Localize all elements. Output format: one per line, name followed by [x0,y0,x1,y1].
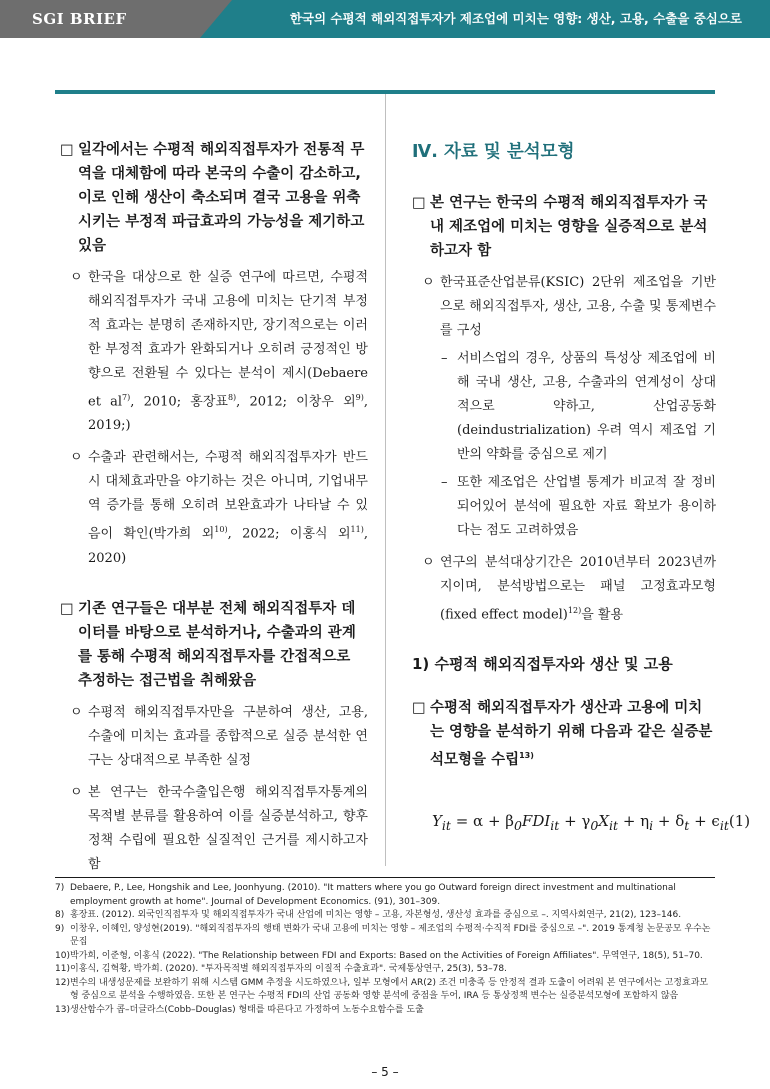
left-column [60,138,368,877]
section-title: Ⅳ. 자료 및 분석모형 [412,142,575,162]
brand-logo: SGI BRIEF [32,10,127,28]
right-block1-heading: □ 본 연구는 한국의 수평적 해외직접투자가 국내 제조업에 미치는 영향을 실증적으로 분석하고자 함 [412,195,708,259]
right-column [412,138,716,772]
left-block1-heading: □ 일각에서는 수평적 해외직접투자가 전통적 무역을 대체함에 따라 본국의 수출이 감소하고, 이로 인해 생산이 축소되며 결국 고용을 위축시키는 부정적 파급효과의 가능성을 제기하고 있음 [60,142,365,254]
left-block2-heading: □ 기존 연구들은 대부분 전체 해외직접투자 데이터를 바탕으로 분석하거나, 수출과의 관계를 통해 수평적 해외직접투자를 간접적으로 추정하는 접근법을 취해왔음 [60,600,356,689]
left-block1-item2: ㅇ 수출과 관련해서는, 수평적 해외직접투자가 반드시 대체효과만을 야기하는 것은 아니며, 기업내무역 증가를 통해 오히려 보완효과가 나타날 수 있음이 확인(박가희 외$^{10)}$, 2022; 이홍식 외$^{11)}$, 2020) [70,450,368,566]
left-block1-item1: ㅇ 한국을 대상으로 한 실증 연구에 따르면, 수평적 해외직접투자가 국내 고용에 미치는 단기적 부정적 효과는 분명히 존재하지만, 장기적으로는 이러한 부정적 효과가 완화되거나 오히려 긍정적인 방향으로 전환될 수 있다는 분석이 제시(Debaere et $al^{7)}$, 2010; 홍장표$^{8)}$, 2012; 이창우 외$^{9)}$, 2019;) [70,270,368,434]
column-divider [385,94,386,866]
right-block1-item1: ㅇ 한국표준산업분류(KSIC) 2단위 제조업을 기반으로 해외직접투자, 생산, 고용, 수출 및 통제변수를 구성 [422,275,716,338]
footnote-13: 13) 생산함수가 콥–더글라스(Cobb–Douglas) 형태를 따른다고 가정하여 노동수요함수를 도출 [55,1004,424,1015]
right-block1-dash2: – 또한 제조업은 산업별 통계가 비교적 잘 정비되어있어 분석에 필요한 자료 확보가 용이하다는 점도 고려하였음 [441,475,716,538]
header-title: 한국의 수평적 해외직접투자가 제조업에 미치는 영향: 생산, 고용, 수출을 중심으로 [289,11,742,26]
footnote-12: 12) 변수의 내생성문제를 보완하기 위해 시스템 GMM 추정을 시도하였으나, 일부 모형에서 AR(2) 조건 미충족 등 안정적 결과 도출이 어려워 본 연구에서는 고정효과모형 중심으로 분석을 수행하였음. 또한 본 연구는 수평적 FDI의 산업 공동화 영향 분석에 중점을 두어, IRA 등 통상정책 변수는 실증분석모형에 포함하지 않음 [55,977,709,1001]
footnote-9: 9) 이창우, 이혜인, 양성현(2019). "해외직접투자의 행태 변화가 국내 고용에 미치는 영향 – 제조업의 수평적·수직적 FDI를 중심으로 –". 2019 통계청 논문공모 우수논문집 [55,923,711,947]
subsection-title: 1) 수평적 해외직접투자와 생산 및 고용 [412,655,673,674]
footnote-7: 7) Debaere, P., Lee, Hongshik and Lee, Joonhyung. (2010). "It matters where you go Outward foreign direct investment and multinational employment growth at home". Journal of Development Economics. (91), 301–309. [55,883,676,907]
footnote-10: 10) 박가희, 이준형, 이홍식 (2022). "The Relationship between FDI and Exports: Based on the Activities of Foreign Affiliates". 무역연구, 18(5), 51–70. [55,950,703,961]
footnote-8: 8) 홍장표. (2012). 외국인직접투자 및 해외직접투자가 국내 산업에 미치는 영향 – 고용, 자본형성, 생산성 효과를 중심으로 –. 지역사회연구, 21(2), 123–146. [55,910,682,920]
regression-equation: $Y_{it} = \alpha + \beta_0FDI_{it} + \gamma_0X_{it} + \eta_i + \delta_t + \epsilon_{it}(1)$ [432,812,751,833]
left-block2-item1: ㅇ 수평적 해외직접투자만을 구분하여 생산, 고용, 수출에 미치는 효과를 종합적으로 실증 분석한 연구는 상대적으로 부족한 실정 [70,704,368,768]
right-block1-dash1: – 서비스업의 경우, 상품의 특성상 제조업에 비해 국내 생산, 고용, 수출과의 연계성이 상대적으로 약하고, 산업공동화(deindustrialization) 우려 역시 제조업 기반의 약화를 중심으로 제기 [441,351,716,462]
footnote-rule [55,877,715,878]
right-block1-item2: ㅇ 연구의 분석대상기간은 2010년부터 2023년까지이며, 분석방법으로는 패널 고정효과모형(fixed effect model)$^{12)}$을 활용 [422,555,716,623]
page-number: – 5 – [371,1065,399,1079]
left-block2-item2: ㅇ 본 연구는 한국수출입은행 해외직접투자통계의 목적별 분류를 활용하여 이를 실증분석하고, 향후 정책 수립에 필요한 실질적인 근거를 제시하고자 함 [70,784,368,872]
right-block2-heading: □ 수평적 해외직접투자가 생산과 고용에 미치는 영향을 분석하기 위해 다음과 같은 실증분석모형을 수립$^{13)}$ [412,700,713,769]
footnote-11: 11) 이홍식, 김혁황, 박가희. (2020). "투자목적별 해외직접투자의 이질적 수출효과". 국제통상연구, 25(3), 53–78. [55,964,507,974]
footnotes [55,882,715,1017]
